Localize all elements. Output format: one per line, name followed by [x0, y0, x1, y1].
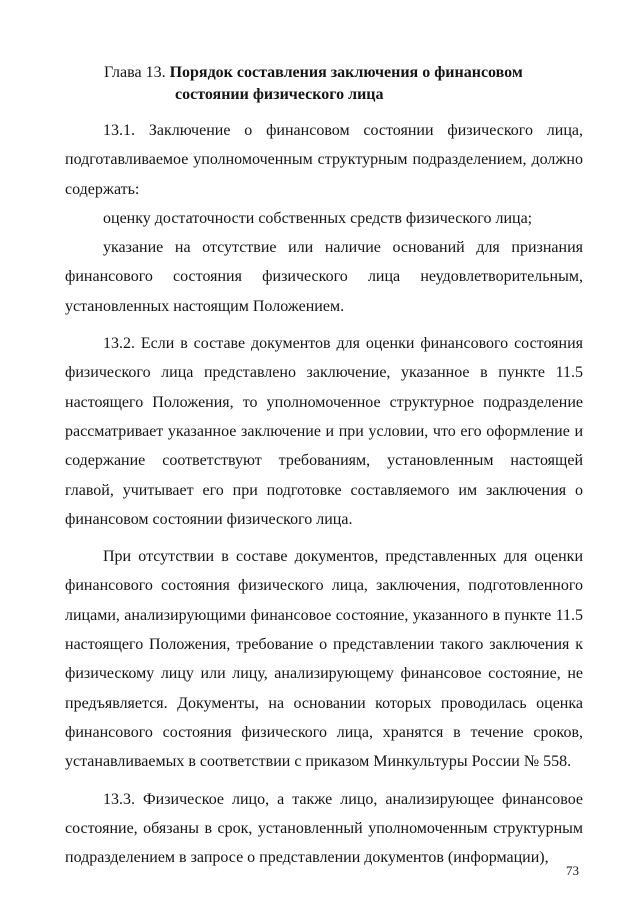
chapter-title-line-2: состоянии физического лица [175, 86, 384, 103]
page-number: 73 [566, 863, 579, 878]
paragraph-13-2: 13.2. Если в составе документов для оценки финансового состояния физического лица представлено заключение, указанное в пункте 11.5 настоящего Положения, то уполномоченное структурное подразделение рассматривает указанное заключение и при условии, что его оформление и содержание соответствуют требованиям, установленным настоящей главой, учитывает его при подготовке составляемого им заключения о финансовом состоянии физического лица. [65, 335, 583, 528]
chapter-heading [104, 62, 584, 106]
chapter-title-line-1: Порядок составления заключения о финансовом [169, 64, 523, 81]
paragraph-13-1: 13.1. Заключение о финансовом состоянии физического лица, подготавливаемое уполномоченным структурным подразделением, должно содержать: [65, 122, 583, 198]
paragraph-13-2-continued: При отсутствии в составе документов, представленных для оценки финансового состояния физического лица, заключения, подготовленного лицами, анализирующими финансовое состояние, указанного в пункте 11.5 настоящего Положения, требование о представлении такого заключения к физическому лицу или лицу, анализирующему финансовое состояние, не предъявляется. Документы, на основании которых проводилась оценка финансового состояния физического лица, хранятся в течение сроков, устанавливаемых в соответствии с приказом Минкультуры России № 558. [65, 548, 583, 771]
document-body [65, 116, 583, 872]
chapter-number: Глава 13. [104, 64, 166, 81]
paragraph-list-item-2: указание на отсутствие или наличие оснований для признания финансового состояния физического лица неудовлетворительным, установленных настоящим Положением. [65, 239, 583, 315]
paragraph-list-item-1: оценку достаточности собственных средств физического лица; [103, 209, 533, 227]
paragraph-13-3: 13.3. Физическое лицо, а также лицо, анализирующее финансовое состояние, обязаны в срок, установленный уполномоченным структурным подразделением в запросе о представлении документов (информации), [65, 790, 583, 867]
